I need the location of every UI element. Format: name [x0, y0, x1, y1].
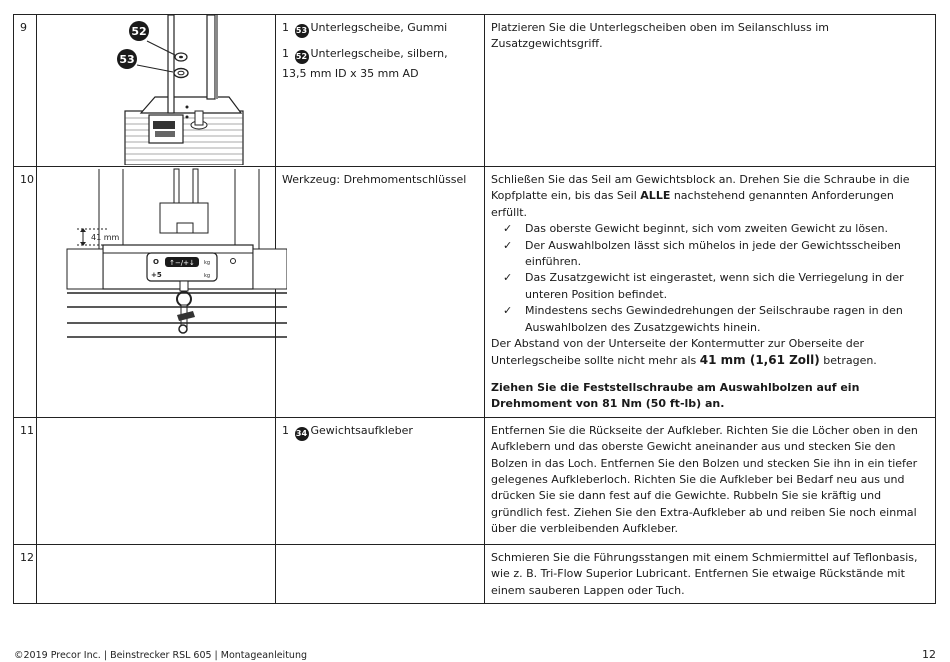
part-text: Gewichtsaufkleber	[310, 423, 413, 437]
check-icon: ✓	[503, 271, 513, 285]
distance-text-end: betragen.	[819, 354, 877, 368]
checklist-text: Das oberste Gewicht beginnt, sich vom zweiten Gewicht zu lösen.	[525, 222, 889, 236]
distance-text: Der Abstand von der Unterseite der Kontermutter zur Oberseite der Unterlegscheibe sollte nicht mehr als	[491, 337, 864, 368]
step-row-9	[14, 15, 936, 167]
cable-connection-drawing	[37, 167, 287, 347]
intro-emphasis: ALLE	[640, 189, 671, 203]
plate-kg-label: kg	[204, 273, 211, 279]
part-line	[282, 46, 478, 64]
checklist-text: Das Zusatzgewicht ist eingerastet, wenn sich die Verriegelung in der unteren Position befindet.	[525, 271, 904, 301]
part-line	[282, 20, 478, 38]
torque-instruction: Ziehen Sie die Feststellschraube am Auswahlbolzen auf ein Drehmoment von 81 Nm (50 ft-lb) an.	[491, 380, 860, 411]
check-icon: ✓	[503, 238, 513, 252]
instruction-cell: Schmieren Sie die Führungsstangen mit einem Schmiermittel auf Teflonbasis, wie z. B. Tri-Flow Superior Lubricant. Entfernen Sie etwaige Rückstände mit einem sauberen Lappen oder Tuch.	[485, 544, 936, 603]
part-line	[282, 423, 478, 441]
plate-o-label: O	[153, 258, 159, 266]
part-qty: 1	[282, 423, 289, 437]
check-icon: ✓	[503, 222, 513, 236]
callout-52: 52	[131, 25, 147, 38]
dimension-label: 41 mm	[91, 233, 120, 242]
check-icon: ✓	[503, 304, 513, 318]
instruction-cell: Entfernen Sie die Rückseite der Aufkleber. Richten Sie die Löcher oben in den Aufklebern und das oberste Gewicht aneinander aus und stecken Sie den Bolzen in das Loch. Entfernen Sie den Bolzen und stecken Sie ihn in ein tiefer gelegenes Aufkleberloch. Richten Sie die Aufkleber bei Bedarf neu aus und drücken Sie sie dann fest auf die Gewichte. Rubbeln Sie sie kräftig und gründlich fest. Ziehen Sie den Extra-Aufkleber ab und reiben Sie noch einmal über die verbleibenden Aufkleber.	[485, 417, 936, 544]
instruction-cell	[485, 167, 936, 418]
empty-illustration-cell	[37, 544, 276, 603]
step-9-illustration	[37, 15, 276, 167]
intro-paragraph	[491, 172, 929, 221]
step-row-10	[14, 167, 936, 418]
empty-parts-cell	[276, 544, 485, 603]
page-footer: ©2019 Precor Inc. | Beinstrecker RSL 605 | Montageanleitung	[14, 650, 307, 661]
page-number: 12	[922, 648, 936, 661]
step-number: 9	[14, 15, 37, 167]
distance-paragraph	[491, 336, 929, 370]
part-text: Unterlegscheibe, silbern,	[310, 47, 448, 61]
distance-value: 41 mm (1,61 Zoll)	[699, 353, 820, 368]
part-text: Unterlegscheibe, Gummi	[310, 21, 448, 34]
intro-text: Schließen Sie das Seil am Gewichtsblock an. Drehen Sie die Schraube in die Kopfplatte ein, bis das Seil	[491, 173, 910, 203]
part-badge: 52	[295, 50, 309, 64]
instruction-cell: Platzieren Sie die Unterlegscheiben oben im Seilanschluss im Zusatzgewichtsgriff.	[485, 15, 936, 167]
tool-cell: Werkzeug: Drehmomentschlüssel	[276, 167, 485, 418]
part-badge: 34	[295, 427, 309, 441]
intro-text-end: nachstehend genannten Anforderungen erfüllt.	[491, 189, 894, 219]
empty-illustration-cell	[37, 417, 276, 544]
checklist-item	[503, 270, 929, 303]
plate-kg-label: kg	[204, 260, 211, 266]
parts-cell	[276, 417, 485, 544]
checklist-item	[503, 303, 929, 336]
checklist-item	[503, 238, 929, 271]
step-number: 12	[14, 544, 37, 603]
checklist-text: Mindestens sechs Gewindedrehungen der Seilschraube ragen in den Auswahlbolzen des Zusatzgewichts hinein.	[525, 304, 903, 334]
step-number: 10	[14, 167, 37, 418]
step-10-illustration	[37, 167, 276, 418]
part-qty: 1	[282, 21, 289, 34]
checklist-item	[503, 221, 929, 237]
part-text-continued: 13,5 mm ID x 35 mm AD	[282, 67, 419, 81]
step-number: 11	[14, 417, 37, 544]
step-row-11	[14, 417, 936, 544]
assembly-steps-table	[13, 14, 936, 604]
callout-53: 53	[119, 53, 135, 66]
part-badge: 53	[295, 24, 309, 38]
parts-cell	[276, 15, 485, 167]
part-qty: 1	[282, 47, 289, 61]
plate-label: ↑−/+↓	[169, 259, 195, 267]
plate-plus5-label: +5	[151, 271, 162, 279]
washer-placement-drawing	[37, 15, 287, 165]
requirements-checklist	[491, 221, 929, 336]
checklist-text: Der Auswahlbolzen lässt sich mühelos in jede der Gewichtsscheiben einführen.	[525, 238, 901, 269]
step-row-12	[14, 544, 936, 603]
